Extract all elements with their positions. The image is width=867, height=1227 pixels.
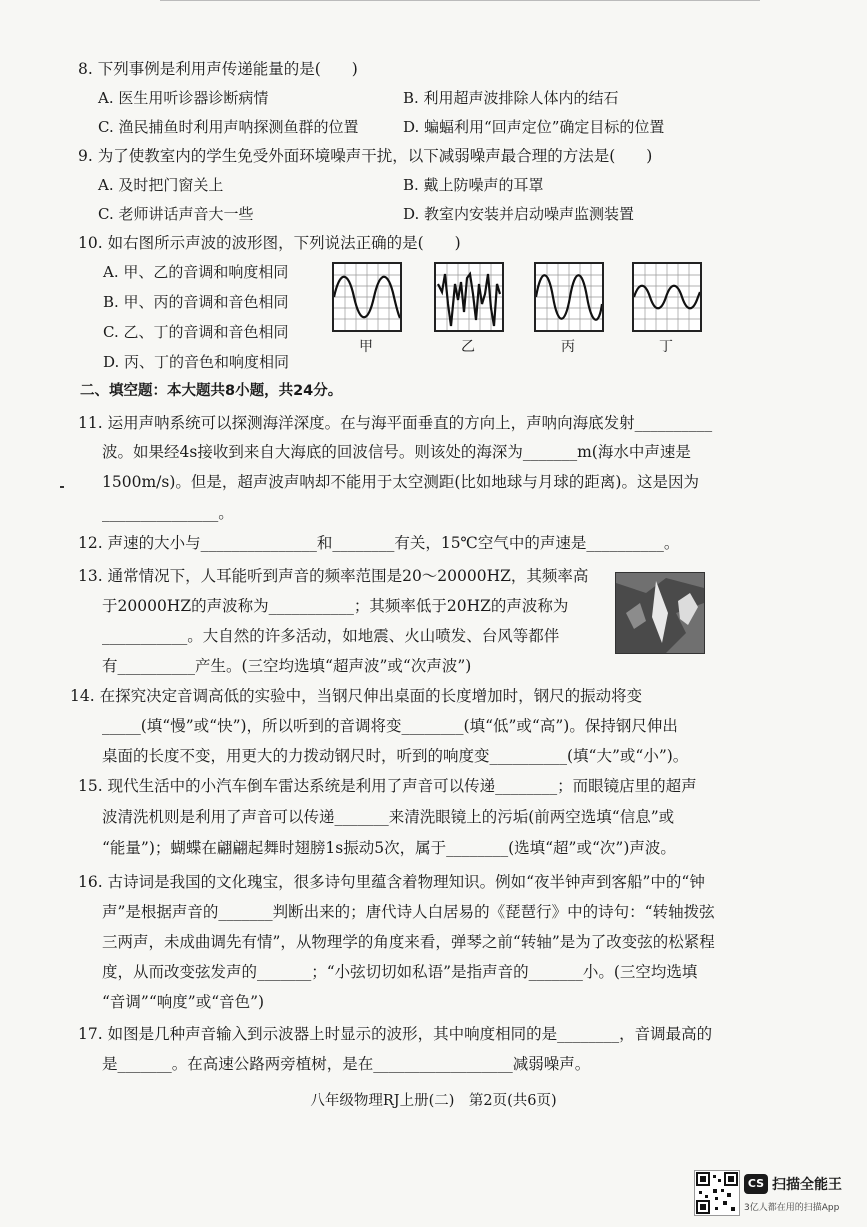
- q10-option-c: C. 乙、丁的音调和音色相同: [103, 323, 289, 341]
- q10-stem: 10. 如右图所示声波的波形图，下列说法正确的是( ): [78, 234, 461, 252]
- q8-option-d: D. 蝙蝠利用“回声定位”确定目标的位置: [403, 118, 665, 136]
- q14-line-2: _____(填“慢”或“快”)，所以听到的音调将变________(填“低”或“高”)。保持钢尺伸出: [102, 717, 678, 735]
- margin-mark: [60, 486, 64, 488]
- waveform-yi: [434, 262, 504, 332]
- q16-line-2: 声”是根据声音的_______判断出来的；唐代诗人白居易的《琵琶行》中的诗句：“转轴拨弦: [102, 903, 715, 921]
- q11-line-3: 1500m/s)。但是，超声波声呐却不能用于太空测距(比如地球与月球的距离)。这是因为: [102, 473, 699, 491]
- waveform-bing: [534, 262, 604, 332]
- q8-option-c: C. 渔民捕鱼时利用声呐探测鱼群的位置: [98, 118, 359, 136]
- q15-line-3: “能量”)；蝴蝶在翩翩起舞时翅膀1s振动5次，属于________(选填“超”或“次”)声波。: [102, 839, 676, 857]
- q17-line-1: 17. 如图是几种声音输入到示波器上时显示的波形，其中响度相同的是________，音调最高的: [78, 1025, 713, 1043]
- wave-label-ding: 丁: [659, 339, 673, 355]
- q9-option-c: C. 老师讲话声音大一些: [98, 205, 254, 223]
- q9-option-d: D. 教室内安装并启动噪声监测装置: [403, 205, 635, 223]
- q10-option-d: D. 丙、丁的音色和响度相同: [103, 353, 290, 371]
- waveform-jia: [332, 262, 402, 332]
- q11-line-4: _______________。: [102, 504, 234, 522]
- scanner-tagline: 3亿人都在用的扫描App: [744, 1203, 840, 1213]
- q9-option-a: A. 及时把门窗关上: [98, 176, 224, 194]
- section-2-heading: 二、填空题：本大题共8小题，共24分。: [80, 383, 343, 399]
- q8-option-a: A. 医生用听诊器诊断病情: [98, 89, 269, 107]
- wave-label-bing: 丙: [561, 339, 575, 355]
- q8-stem: 8. 下列事例是利用声传递能量的是( ): [78, 60, 358, 78]
- q14-line-3: 桌面的长度不变，用更大的力拨动钢尺时，听到的响度变__________(填“大”或“小”)。: [102, 747, 689, 765]
- q9-stem: 9. 为了使教室内的学生免受外面环境噪声干扰，以下减弱噪声最合理的方法是( ): [78, 147, 653, 165]
- scanner-app-name: 扫描全能王: [772, 1177, 842, 1193]
- q13-line-1: 13. 通常情况下，人耳能听到声音的频率范围是20～20000HZ，其频率高: [78, 567, 589, 585]
- q15-line-1: 15. 现代生活中的小汽车倒车雷达系统是利用了声音可以传递________；而眼镜店里的超声: [78, 777, 697, 795]
- qr-code-icon: [694, 1170, 740, 1216]
- page-footer: 八年级物理RJ上册(二) 第2页(共6页): [310, 1093, 557, 1109]
- q16-line-5: “音调”“响度”或“音色”): [102, 993, 265, 1011]
- q8-option-b: B. 利用超声波排除人体内的结石: [403, 89, 619, 107]
- q16-line-1: 16. 古诗词是我国的文化瑰宝，很多诗句里蕴含着物理知识。例如“夜半钟声到客船”中的“钟: [78, 873, 705, 891]
- q12-line-1: 12. 声速的大小与_______________和________有关，15℃空气中的声速是__________。: [78, 534, 680, 552]
- camscanner-logo: CS: [744, 1174, 768, 1194]
- q15-line-2: 波清洗机则是利用了声音可以传递_______来清洗眼镜上的污垢(前两空选填“信息”或: [102, 808, 675, 826]
- q17-line-2: 是_______。在高速公路两旁植树，是在__________________减弱噪声。: [102, 1055, 591, 1073]
- top-rule: [160, 0, 760, 1]
- q11-line-2: 波。如果经4s接收到来自大海底的回波信号。则该处的海深为_______m(海水中声速是: [102, 443, 691, 461]
- q16-line-4: 度，从而改变弦发声的_______；“小弦切切如私语”是指声音的_______小。(三空均选填: [102, 963, 698, 981]
- q13-line-2: 于20000HZ的声波称为___________；其频率低于20HZ的声波称为: [102, 597, 569, 615]
- q10-option-a: A. 甲、乙的音调和响度相同: [103, 263, 289, 281]
- q14-line-1: 14. 在探究决定音调高低的实验中，当钢尺伸出桌面的长度增加时，钢尺的振动将变: [70, 687, 643, 705]
- q16-line-3: 三两声，未成曲调先有情”，从物理学的角度来看，弹琴之前“转轴”是为了改变弦的松紧程: [102, 933, 715, 951]
- q9-option-b: B. 戴上防噪声的耳罩: [403, 176, 544, 194]
- volcano-photo: [615, 572, 705, 654]
- q10-option-b: B. 甲、丙的音调和音色相同: [103, 293, 289, 311]
- wave-label-jia: 甲: [359, 339, 373, 355]
- q11-line-1: 11. 运用声呐系统可以探测海洋深度。在与海平面垂直的方向上，声呐向海底发射__________: [78, 414, 713, 432]
- wave-label-yi: 乙: [461, 339, 475, 355]
- q13-line-3: ___________。大自然的许多活动，如地震、火山喷发、台风等都伴: [102, 627, 560, 645]
- q13-line-4: 有__________产生。(三空均选填“超声波”或“次声波”): [102, 657, 472, 675]
- waveform-ding: [632, 262, 702, 332]
